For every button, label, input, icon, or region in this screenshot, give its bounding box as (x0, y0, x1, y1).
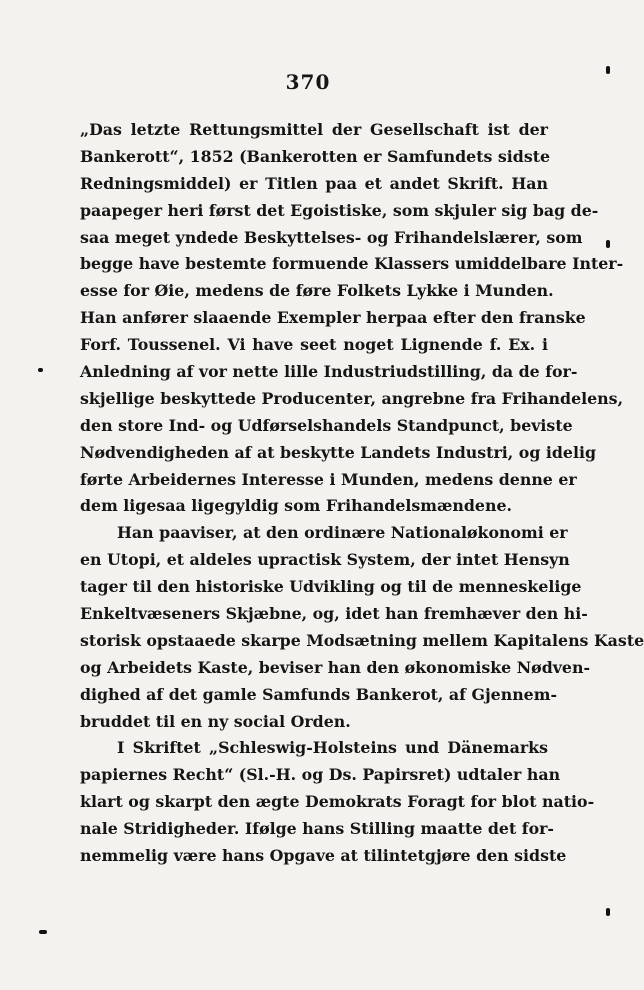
text-line: esse for Øie, medens de føre Folkets Lykke i Munden. (80, 281, 554, 301)
text-line: Han paaviser, at den ordinære Nationaløkonomi er (117, 523, 568, 543)
text-line: Forf. Toussenel. Vi have seet noget Lignende f. Ex. i (80, 335, 548, 355)
text-line: Enkeltvæseners Skjæbne, og, idet han fremhæver den hi- (80, 604, 588, 624)
text-line: Bankerott“, 1852 (Bankerotten er Samfundets sidste (80, 146, 551, 166)
text-line: førte Arbeidernes Interesse i Munden, medens denne er (80, 469, 577, 489)
text-line: I Skriftet „Schleswig-Holsteins und Dänemarks (117, 738, 548, 758)
scan-speck (606, 908, 610, 916)
scan-speck (606, 240, 610, 248)
text-line: bruddet til en ny social Orden. (80, 711, 351, 731)
page-number: 370 (285, 70, 331, 94)
text-line: nale Stridigheder. Ifølge hans Stilling maatte det for- (80, 819, 554, 839)
text-line: dem ligesaa ligegyldig som Frihandelsmændene. (80, 496, 513, 516)
text-line: en Utopi, et aldeles upractisk System, der intet Hensyn (80, 550, 570, 570)
text-line: Han anfører slaaende Exempler herpaa efter den franske (80, 308, 586, 328)
text-line: Nødvendigheden af at beskytte Landets Industri, og idelig (80, 442, 597, 462)
text-line: „Das letzte Rettungsmittel der Gesellschaft ist der (80, 120, 548, 139)
text-line: den store Ind- og Udførselshandels Standpunct, beviste (80, 415, 573, 435)
scan-speck (38, 368, 43, 372)
scan-speck (39, 930, 47, 934)
text-line: nemmelig være hans Opgave at tilintetgjøre den sidste (80, 846, 567, 866)
text-line: og Arbeidets Kaste, beviser han den økonomiske Nødven- (80, 657, 591, 677)
text-line: storisk opstaaede skarpe Modsætning mellem Kapitalens Kaste (80, 630, 644, 650)
text-line: saa meget yndede Beskyttelses- og Frihandelslærer, som (80, 227, 583, 247)
body-text (80, 117, 644, 870)
scan-speck (606, 66, 610, 74)
text-line: dighed af det gamle Samfunds Bankerot, af Gjennem- (80, 684, 558, 704)
text-line: Redningsmiddel) er Titlen paa et andet Skrift. Han (80, 173, 548, 193)
text-line: tager til den historiske Udvikling og til de menneskelige (80, 577, 582, 597)
text-line: papiernes Recht“ (Sl.-H. og Ds. Papirsret) udtaler han (80, 765, 561, 785)
text-line: begge have bestemte formuende Klassers umiddelbare Inter- (80, 254, 624, 274)
text-line: skjellige beskyttede Producenter, angrebne fra Frihandelens, (80, 388, 624, 408)
text-line: paapeger heri først det Egoistiske, som skjuler sig bag de- (80, 200, 599, 220)
text-line: klart og skarpt den ægte Demokrats Foragt for blot natio- (80, 792, 595, 812)
text-line: Anledning af vor nette lille Industriudstilling, da de for- (80, 362, 578, 382)
